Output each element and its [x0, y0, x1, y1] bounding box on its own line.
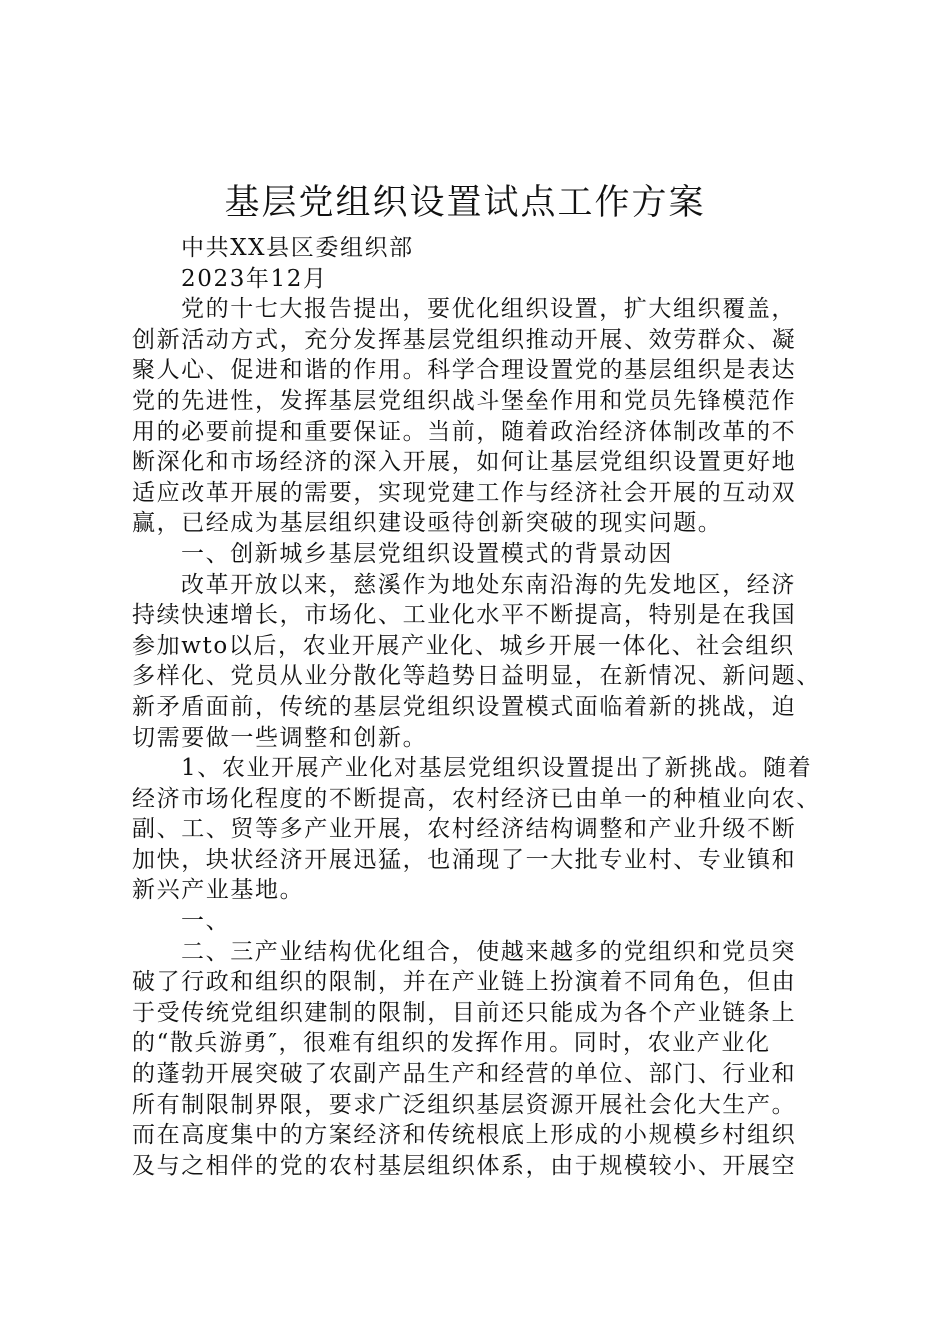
text-line: 断深化和市场经济的深入开展，如何让基层党组织设置更好地 [132, 449, 797, 476]
text-line: 参加wto以后，农业开展产业化、城乡开展一体化、社会组织 [132, 632, 795, 659]
text-line: 副、工、贸等多产业开展，农村经济结构调整和产业升级不断 [132, 816, 797, 843]
text-line: 而在高度集中的方案经济和传统根底上形成的小规模乡村组织 [132, 1122, 797, 1149]
text-line: 用的必要前提和重要保证。当前，随着政治经济体制改革的不 [132, 418, 797, 445]
text-line: 1、农业开展产业化对基层党组织设置提出了新挑战。随着 [181, 755, 813, 782]
text-line: 所有制限制界限，要求广泛组织基层资源开展社会化大生产。 [132, 1091, 797, 1118]
text-line: 持续快速增长，市场化、工业化水平不断提高，特别是在我国 [132, 602, 797, 629]
text-line: 的蓬勃开展突破了农副产品生产和经营的单位、部门、行业和 [132, 1061, 797, 1088]
text-line: 2023年12月 [181, 265, 328, 292]
text-line: 中共XX县区委组织部 [181, 235, 414, 261]
text-line: 适应改革开展的需要，实现党建工作与经济社会开展的互动双 [132, 479, 797, 506]
text-line: 加快，块状经济开展迅猛，也涌现了一大批专业村、专业镇和 [132, 846, 797, 873]
text-line: 党的先进性，发挥基层党组织战斗堡垒作用和党员先锋模范作 [132, 387, 797, 414]
text-line: 的“散兵游勇″，很难有组织的发挥作用。同时，农业产业化 [132, 1030, 771, 1057]
text-line: 聚人心、促进和谐的作用。科学合理设置党的基层组织是表达 [132, 357, 797, 384]
text-line: 经济市场化程度的不断提高，农村经济已由单一的种植业向农、 [132, 785, 821, 812]
document-title: 基层党组织设置试点工作方案 [224, 183, 706, 223]
text-line: 赢，已经成为基层组织建设亟待创新突破的现实问题。 [132, 510, 723, 537]
text-line: 一、创新城乡基层党组织设置模式的背景动因 [181, 540, 673, 567]
text-line: 及与之相伴的党的农村基层组织体系，由于规模较小、开展空 [132, 1152, 797, 1179]
text-line: 切需要做一些调整和创新。 [132, 724, 428, 751]
document-body [132, 233, 832, 1181]
text-line: 新矛盾面前，传统的基层党组织设置模式面临着新的挑战，迫 [132, 693, 797, 720]
text-line: 多样化、党员从业分散化等趋势日益明显，在新情况、新问题、 [132, 663, 821, 690]
text-line: 一、 [181, 908, 231, 935]
text-line: 党的十七大报告提出，要优化组织设置，扩大组织覆盖， [181, 296, 796, 323]
text-line: 改革开放以来，慈溪作为地处东南沿海的先发地区，经济 [181, 571, 796, 598]
text-line: 创新活动方式，充分发挥基层党组织推动开展、效劳群众、凝 [132, 326, 797, 353]
text-line: 破了行政和组织的限制，并在产业链上扮演着不同角色，但由 [132, 969, 797, 996]
text-line: 新兴产业基地。 [132, 877, 305, 904]
text-line: 于受传统党组织建制的限制，目前还只能成为各个产业链条上 [132, 999, 797, 1026]
text-line: 二、三产业结构优化组合，使越来越多的党组织和党员突 [181, 938, 796, 965]
